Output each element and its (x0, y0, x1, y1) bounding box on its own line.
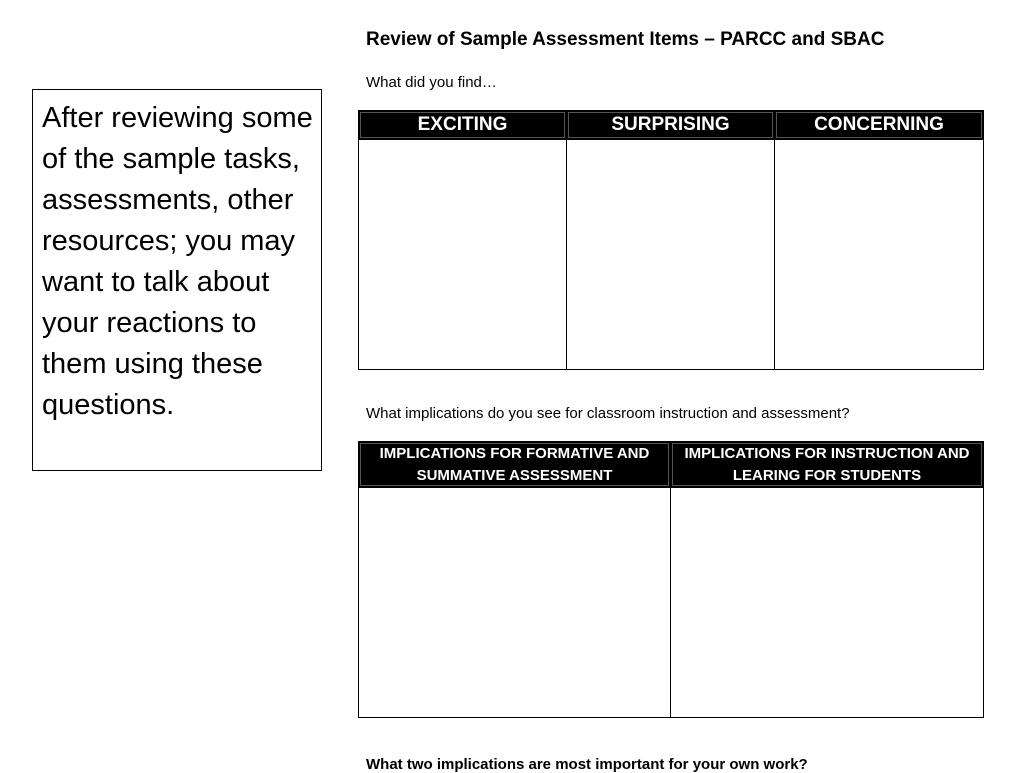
cell-instruction-learning[interactable] (671, 488, 984, 718)
header-surprising: SURPRISING (567, 111, 775, 140)
prompt-what-did-you-find: What did you find… (366, 74, 497, 91)
prompt-two-implications: What two implications are most important for your own work? (366, 756, 808, 773)
cell-concerning[interactable] (775, 140, 984, 370)
document-title: Review of Sample Assessment Items – PARCC and SBAC (366, 29, 885, 50)
implications-table (358, 441, 984, 718)
prompt-implications: What implications do you see for classroom instruction and assessment? (366, 405, 850, 422)
cell-formative-summative[interactable] (359, 488, 671, 718)
header-formative-summative: IMPLICATIONS FOR FORMATIVE AND SUMMATIVE ASSESSMENT (359, 442, 671, 488)
instruction-callout-box: After reviewing some of the sample tasks, assessments, other resources; you may want to talk about your reactions to them using these questions. (32, 89, 322, 471)
cell-surprising[interactable] (567, 140, 775, 370)
header-exciting: EXCITING (359, 111, 567, 140)
cell-exciting[interactable] (359, 140, 567, 370)
header-concerning: CONCERNING (775, 111, 984, 140)
header-instruction-learning: IMPLICATIONS FOR INSTRUCTION AND LEARING FOR STUDENTS (671, 442, 984, 488)
findings-table (358, 110, 984, 370)
